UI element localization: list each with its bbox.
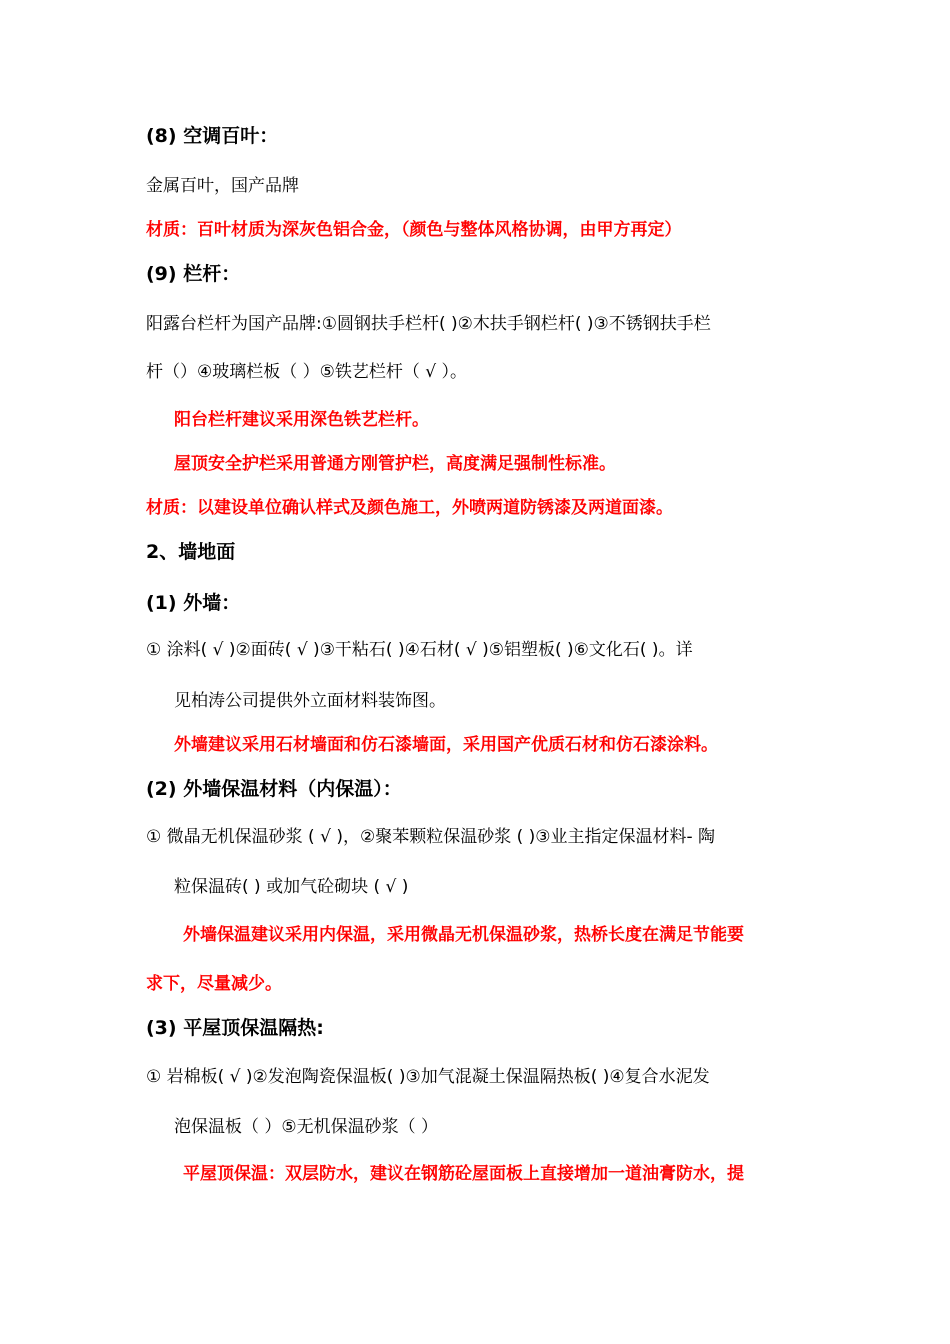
exterior-wall-options-line-1: ① 涂料( √ )②面砖( √ )③干粘石( )④石材( √ )⑤铝塑板( )⑥文化石( )。详 xyxy=(146,640,693,660)
heading-wall-insulation: (2) 外墙保温材料（内保温）： xyxy=(146,778,402,800)
section-wall-floor: 2、墙地面 xyxy=(146,541,236,563)
heading-railing: (9) 栏杆： xyxy=(146,263,241,285)
exterior-wall-options-line-2: 见柏涛公司提供外立面材料装饰图。 xyxy=(174,691,446,711)
heading-flat-roof-insulation: (3) 平屋顶保温隔热: xyxy=(146,1017,324,1039)
wall-insulation-note-line-2: 求下，尽量减少。 xyxy=(146,974,282,994)
wall-insulation-note-line-1: 外墙保温建议采用内保温，采用微晶无机保温砂浆，热桥长度在满足节能要 xyxy=(183,925,744,945)
heading-exterior-wall: (1) 外墙： xyxy=(146,592,241,614)
railing-options-line-2: 杆（）④玻璃栏板（ ）⑤铁艺栏杆（ √ ）。 xyxy=(146,362,468,382)
roof-insulation-options-line-2: 泡保温板（ ）⑤无机保温砂浆（ ） xyxy=(174,1117,439,1137)
louver-brand-text: 金属百叶，国产品牌 xyxy=(146,176,299,196)
heading-air-conditioning-louver: (8) 空调百叶： xyxy=(146,125,279,147)
railing-options-line-1: 阳露台栏杆为国产品牌:①圆钢扶手栏杆( )②木扶手钢栏杆( )③不锈钢扶手栏 xyxy=(146,314,711,334)
roof-insulation-note: 平屋顶保温：双层防水，建议在钢筋砼屋面板上直接增加一道油膏防水，提 xyxy=(183,1164,744,1184)
roof-insulation-options-line-1: ① 岩棉板( √ )②发泡陶瓷保温板( )③加气混凝土保温隔热板( )④复合水泥发 xyxy=(146,1067,710,1087)
wall-insulation-options-line-2: 粒保温砖( ) 或加气砼砌块 ( √ ) xyxy=(174,877,409,897)
railing-material-note: 材质：以建设单位确认样式及颜色施工，外喷两道防锈漆及两道面漆。 xyxy=(146,498,673,518)
wall-insulation-options-line-1: ① 微晶无机保温砂浆 ( √ )，②聚苯颗粒保温砂浆 ( )③业主指定保温材料- 陶 xyxy=(146,827,716,847)
exterior-wall-note: 外墙建议采用石材墙面和仿石漆墙面，采用国产优质石材和仿石漆涂料。 xyxy=(174,735,718,755)
roof-guardrail-note: 屋顶安全护栏采用普通方刚管护栏，高度满足强制性标准。 xyxy=(174,454,616,474)
louver-material-note: 材质：百叶材质为深灰色铝合金，（颜色与整体风格协调，由甲方再定） xyxy=(146,220,682,240)
balcony-railing-note: 阳台栏杆建议采用深色铁艺栏杆。 xyxy=(174,410,429,430)
